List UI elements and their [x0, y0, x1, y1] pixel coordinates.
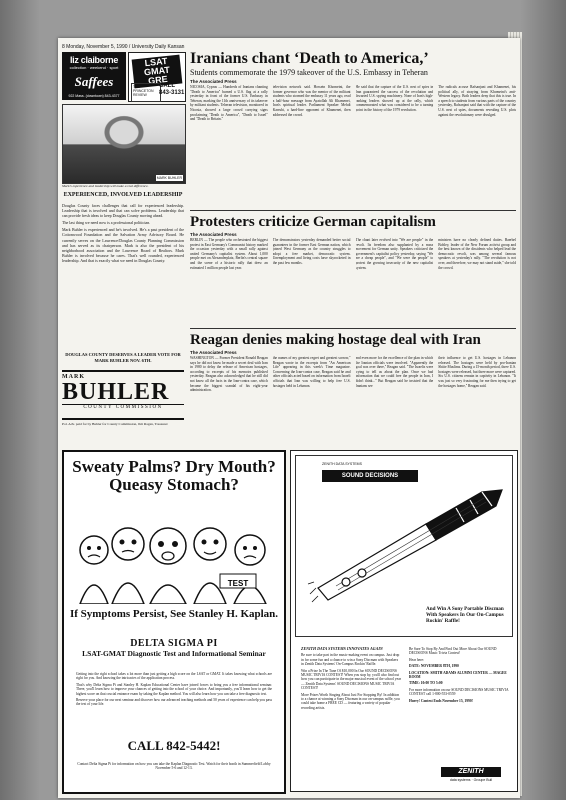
story-column: NICOSIA, Cyprus — Hundreds of Iranians chanting "Death to America" burned a U.S. flag at a rally yesterday in front of the former U.S. Embassy in Teheran, marking the 11th anniversary of its takeover by militant students. Teheran television, monitored in Nicosia, showed a large crowd carrying signs proclaiming "Death to America", "Death to Israel" and "Death to Britain.": [190, 85, 268, 122]
zenith-paragraph: Be sure to take part in the music-making event on campus. Just drop in for some fun and a chance to win a Sony Discman with Speakers in Zenith Data Systems' On-Campus Rockin' Raffle.: [301, 653, 400, 667]
story-iranians: [190, 50, 516, 209]
kaplan-ad: [62, 450, 286, 794]
story-column: BERLIN — The people who orchestrated the biggest protest in East Germany's Communist history marked the occasion yesterday with a small rally against united Germany's capitalist system. About 1,000 people met on Alexanderplatz, Berlin's central square and the scene of a historic rally that drew an estimated 1 million people last year.: [190, 238, 268, 270]
campaign-heading: EXPERIENCED, INVOLVED LEADERSHIP: [63, 192, 183, 198]
kaplan-headline: Sweaty Palms? Dry Mouth? Queasy Stomach?: [72, 457, 276, 494]
story-byline: The Associated Press: [190, 79, 237, 84]
kaplan-sponsor: DELTA SIGMA PI: [130, 638, 218, 649]
story-column: The demonstrators yesterday demanded better social guarantees in the former East German nation, which joined West Germany as the country struggles to adopt a free market, democratic system. Unemployment and living costs have skyrocketed in the past few months.: [272, 238, 351, 265]
story-headline: Protesters criticize German capitalism: [190, 214, 436, 230]
story-column: television network said. Hossein Khomeini, the former governor who was the mentor of the militant students who stormed the embassy 11 years ago, read a half-hour message from Ayatollah Ali Khamenei, Iran's spiritual leader. Parliament Speaker Mehdi Karrubi, a hard-line opponent of Khamenei, then addressed the crowd.: [272, 85, 351, 117]
saffees-logo: Saffees: [74, 74, 114, 89]
left-column: [62, 52, 184, 424]
story-column: ministers have no clearly defined duties. Baerbel Bohley, leader of the New Forum activist group and the best known of the dissidents who helped lead the democratic revolt, was among several famous speakers at yesterday's rally. "The revolution is not over, and therefore, we may not stand aside," she told the crowd.: [438, 238, 516, 270]
raffle-text: And Win A Sony Portable Discman With Speakers In Our On-Campus Rockin' Raffle!: [426, 606, 504, 624]
lsat-call: [159, 83, 184, 97]
story-byline: The Associated Press: [190, 350, 237, 355]
zenith-left-copy: [301, 647, 401, 712]
story-byline: The Associated Press: [190, 232, 237, 237]
story-column: He said that the capture of the U.S. nest of spies in Iran guaranteed the success of the revolution and thwarted U.S. spying machinery. None of Iran's high-ranking leaders showed up at the rally, which commemorated what was considered to be a turning point in the history of the 1979 revolution.: [355, 85, 434, 112]
photo-inset-label: MARK BUHLER: [156, 176, 182, 180]
test-sign: [220, 576, 256, 590]
kaplan-paragraph: Getting into the right school takes a lot more than just getting a high score on the LSAT or GMAT. It takes knowing what schools are right for you. And knowing the intricacies of the application process.: [76, 672, 272, 681]
zenith-paragraph: Win a Prize In The Tune Of $10,000 In Our SOUND DECISIONS MUSIC TRIVIA CONTEST! When you stop by, you'll also find out how you can participate in the major musical event of the school year — Zenith Data Systems' SOUND DECISIONS MUSIC TRIVIA CONTEST!: [301, 668, 401, 691]
zenith-left-heading: ZENITH DATA SYSTEMS INNOVATES AGAIN: [301, 646, 383, 651]
princeton-review-logo: THE PRINCETON REVIEW: [131, 83, 161, 102]
campaign-slogan: DOUGLAS COUNTY DESERVES A LEADER VOTE FOR MARK BUHLER NOV. 6TH.: [65, 352, 181, 363]
story-protesters: [190, 214, 516, 328]
lsat-tag: LSAT GMAT GRE: [132, 55, 183, 89]
kaplan-fine-print: Contact Delta Sigma Pi for information on how you can take the Kaplan Diagnostic Test. Watch for their booth in Summerfield Lobby November 5-6 and 12-13.: [77, 762, 271, 771]
zenith-logo-sub: data systems · Groupe Bull: [449, 778, 493, 782]
paid-for-notice: Pol. Adv. paid for by Buhler for County Commission, Jim Ragan, Treasurer: [62, 422, 168, 426]
zenith-paragraph: For more information on our SOUND DECISIONS MUSIC TRIVIA CONTEST call 1-800-553-0559: [409, 687, 509, 697]
story-columns: [190, 356, 516, 454]
story-column: and even more for the excellence of the plan in which the Iranian officials were involved. "Apparently the goal was over there," Reagan said. "The Israelis were trying to tell us about the plan. Once we had information that we could free the people in Iran, I didn't think..." But Reagan said he insisted that the Iranians see: [355, 356, 434, 388]
newspaper-page: [58, 38, 520, 798]
sound-decisions-panel: [295, 455, 513, 637]
story-column: their influence to get U.S. hostages in Lebanon released. The hostages were held by pro-Iranian Shiite Muslims. During a 15-month period, three U.S. hostages were released, but three more were captured. Six U.S. citizens remain in captivity in Lebanon. "It was just so very frustrating for me then trying to get the hostages home," Reagan said.: [438, 356, 516, 388]
kaplan-paragraph: That's why Delta Sigma Pi and Stanley H. Kaplan Educational Center have joined forces to bring you a free informational seminar. There, you'll learn how to improve your chances of getting into the school of your choice. And importantly, you'll learn how to get the highest score on that crucial entrance exam by taking the Kaplan method. You will also learn how you can take a free diagnostic test.: [76, 682, 272, 696]
candidate-first-name: MARK: [62, 374, 85, 380]
story-headline: Reagan denies making hostage deal with Iran: [190, 332, 481, 348]
story-reagan: [190, 332, 516, 454]
sound-decisions-title: SOUND DECISIONS: [322, 470, 418, 482]
zenith-paragraph: More Prizes Worth Singing About Just For Stopping By! In addition to a chance at winning a Sony Discman in our on-campus raffle, you could take home a FREE CD — featuring a variety of popular recording artists.: [301, 692, 400, 710]
zenith-location: LOCATION: SMITH ADAMS ALUMNI CENTER — MAGEE ROOM: [409, 670, 507, 680]
zenith-logo: ZENITH: [441, 767, 501, 777]
lsat-call-label: CALL: [159, 83, 175, 89]
kaplan-paragraph: Reserve your place for our next seminar and discover how our advanced teaching methods and 50 years of experience can help you pass the test of your life.: [76, 698, 272, 707]
campaign-body: [62, 203, 184, 265]
story-column: The chant later evolved into "We are people" in the revolt. Its freedom also supplanted by a mass movement for German unity. Speakers criticized the government's capitalist policy yesterday, saying "We are a cheap people", and "We were the people" to protest the growing insecurity of the new capitalist system.: [355, 238, 434, 270]
zenith-deadline: Hurry! Contest Ends November 15, 1990!: [409, 698, 473, 703]
nervous-students-cartoon: [72, 516, 276, 604]
liz-brand: liz claiborne: [69, 55, 119, 65]
story-column: The radicals accuse Rafsanjani and Khamenei, his political ally, of straying from Khomeini's anti-Western legacy. Both leaders deny that this is true. In a speech to students from various parts of the country yesterday, Rafsanjani said that with the capture of the U.S. nest of spies, documents revealing U.S. plots against the revolutionary were divulged.: [438, 85, 516, 117]
photo-caption: Mark's experience and leadership will make a real difference.: [62, 184, 149, 188]
liz-sub: collection · weekend · sport: [69, 65, 119, 70]
zenith-date: DATE: NOVEMBER 8TH, 1990: [409, 664, 459, 669]
kaplan-body: [76, 672, 272, 709]
story-column: the names of my greatest regret and greatest sorrow," Reagan wrote in the excerpts from "An American Life" appearing in this week's Time magazine. Concerning the Iran-contra case, Reagan said he and other officials acted based on information from Israeli officials that Iran was willing to help free U.S. hostages held in Lebanon.: [272, 356, 351, 388]
test-sign-label: TEST: [227, 579, 249, 588]
zenith-ad: [290, 450, 518, 792]
zenith-paragraph: Hear here:: [409, 657, 425, 662]
kaplan-tagline: If Symptoms Persist, See Stanley H. Kaplan.: [69, 608, 279, 620]
story-columns: [190, 238, 516, 328]
campaign-paragraph: Mark Buhler is experienced and he's involved. He's a past president of the Cottonwood Foundation and the Salvation Army Advisory Board. He currently serves on the Lawrence/Douglas County Planning Commission and has served as its chairperson. Mark is also the president of his neighborhood association and the Lawrence Board of Realtors. Mark Buhler is involved because he cares. That's well rounded, experienced leadership. And that is exactly what we need in Douglas County.: [62, 227, 184, 263]
candidate-office: COUNTY COMMISSION: [62, 404, 184, 410]
story-headline: Iranians chant ‘Death to America,’: [190, 50, 429, 67]
candidate-photo: [62, 104, 186, 184]
story-columns: [190, 85, 516, 209]
liz-claiborne-ad: [62, 52, 126, 100]
zenith-paragraph: Be Sure To Stop By And Find Out More About Our SOUND DECISIONS Music Trivia Contest!: [409, 647, 497, 656]
candidate-last-name: BUHLER: [62, 379, 170, 405]
campaign-paragraph: The last thing we need now is a professional politician.: [62, 220, 151, 226]
kaplan-event: LSAT-GMAT Diagnostic Test and Informational Seminar: [82, 649, 266, 658]
story-subhead: Students commemorate the 1979 takeover of the U.S. Embassy in Teheran: [190, 68, 428, 77]
buhler-nameplate: [62, 370, 184, 426]
liz-address: 922 Mass. (downtown) 843-4377: [68, 94, 120, 98]
zenith-right-copy: [409, 647, 509, 705]
zenith-label: ZENITH DATA SYSTEMS: [322, 462, 362, 466]
lsat-phone: 843-3131: [159, 90, 185, 96]
kaplan-phone: CALL 842-5442!: [127, 738, 221, 753]
section-rule: [190, 328, 516, 329]
folio: 8 Monday, November 5, 1990 / University Daily Kansan: [62, 44, 185, 50]
section-rule: [190, 210, 516, 211]
lsat-ad: [128, 52, 186, 102]
zenith-time: TIME: 10:00 TO 5:00: [409, 681, 443, 686]
campaign-paragraph: Douglas County faces challenges that call for experienced leadership. Leadership that is involved and that can solve problems. Leadership that can provide fresh ideas to keep Douglas County moving ahead.: [62, 203, 184, 219]
story-column: WASHINGTON — Former President Ronald Reagan says he did not know he made a secret deal with Iran in 1980 to delay the release of American hostages, according to excerpts of his memoirs published yesterday. Reagan also acknowledged that he still did not know all the facts in the Iran-contra case, which became the biggest scandal of his eight-year administration.: [190, 356, 268, 393]
guitar-illustration: [306, 484, 506, 604]
